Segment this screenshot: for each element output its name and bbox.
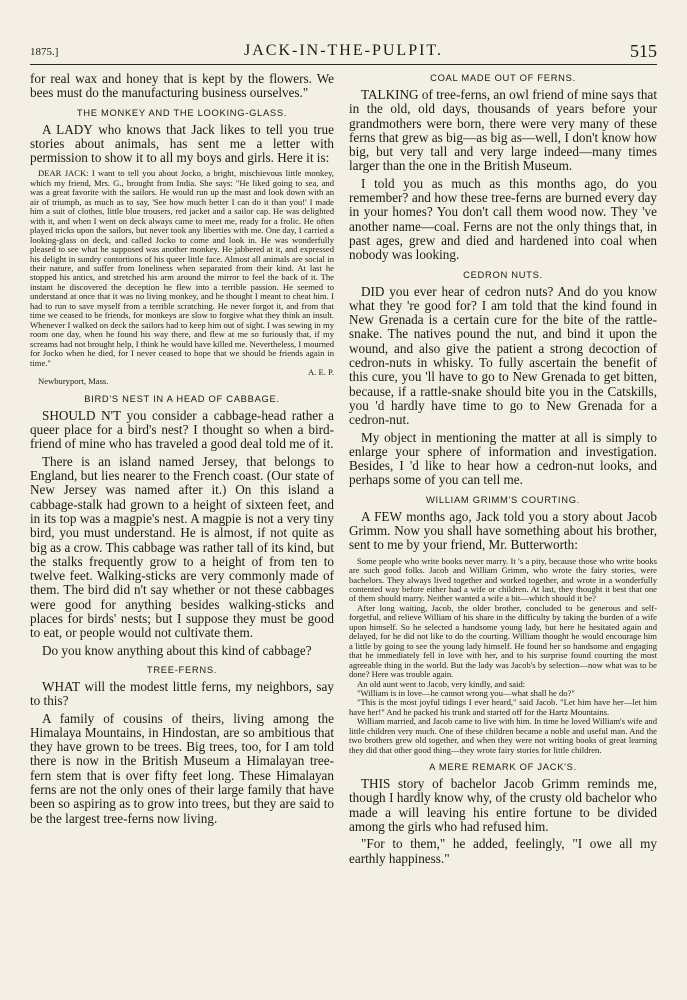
remark-paragraph-2: "For to them," he added, feelingly, "I owe all my earthly happiness." — [349, 836, 657, 866]
birds-nest-paragraph-1 — [30, 409, 334, 452]
grimm-letter-block — [349, 557, 657, 756]
grimm-letter-paragraph: "William is in love—he cannot wrong you—what shall he do?" — [357, 687, 575, 698]
grimm-letter-paragraph: Some people who write books never marry. It 's a pity, because those who write books are such good folks. Jacob and William Grimm, who wrote the fairy stories, were bachelors. They always lived together and worked together, and wrote in a wonderfully contented way before either had a wife or children. At last, they thought it best that one of them should marry. Neither wanted a wife a bit—which should it be? — [349, 555, 657, 604]
section-heading-birds-nest: BIRD'S NEST IN A HEAD OF CABBAGE. — [84, 392, 280, 404]
lead-word: DID — [361, 283, 385, 299]
paragraph-text: story of bachelor Jacob Grimm reminds me, though I hardly know why, of the crusty old bachelor who made a will leaving his entire fortune to be divided among the girls who had refused him. — [349, 776, 657, 835]
lead-word: TALKING — [361, 87, 419, 102]
lead-word: A FEW — [361, 508, 402, 524]
coal-paragraph-2: I told you as much as this months ago, do you remember? and how these tree-ferns are burned every day in your homes? You don't call them wood now. They 've another name—coal. Ferns are not the only things that, in past ages, grew and died and hardened into coal when nobody was looking. — [349, 175, 657, 263]
paragraph-text: you ever hear of cedron nuts? And do you know what they 're good for? I am told that the kind found in New Grenada is a certain cure for the bite of the rattle-snake. The natives pound the nut, and bind it upon the wound, and also give the patient a strong decoction of cedron-nuts in whisky. To fully ascertain the benefit of this cure, you 'll have to go to New Grenada to get bitten, because, if a rattle-snake should bite you in the Catskills, you 'd hardly have time to go to New Grenada for a cedron-nut. — [349, 283, 657, 428]
right-column — [349, 72, 657, 869]
lead-word: WHAT — [42, 678, 81, 694]
paragraph-text: you consider a cabbage-head rather a queer place for a bird's nest? I thought so when a bird-friend of mine who has traveled a good deal told me of it. — [30, 407, 334, 452]
section-heading-tree-ferns: TREE-FERNS. — [146, 663, 218, 675]
section-heading-monkey: THE MONKEY AND THE LOOKING-GLASS. — [76, 106, 288, 118]
grimm-letter-paragraph: After long waiting, Jacob, the older brother, concluded to be generous and self-forgetful, and relieve William of his share in the difficulty by taking the burden of a wife upon himself. So he selected a handsome young lady, but here he hesitated again and delayed, for he did not like to do the courting. William thought he would encourage him a little by going to see the young lady himself. He found her so handsome and engaging that he immediately fell in love with her, and to his surprise found courting the most agreeable thing in the world. But the lady was Jacob's by selection—now what was to be done? Here was trouble again. — [349, 602, 657, 680]
tree-ferns-paragraph-1 — [30, 680, 334, 709]
birds-nest-paragraph-3: Do you know anything about this kind of cabbage? — [42, 642, 312, 658]
grimm-letter-paragraph: "This is the most joyful tidings I ever heard," said Jacob. "Let him have her—let him have her!" And he packed his trunk and started off for the Hartz Mountains. — [349, 697, 657, 717]
birds-nest-paragraph-2: There is an island named Jersey, that belongs to England, but lies nearer to the French coast. (Our state of New Jersey was named after it.) On this island a cabbage-stalk had grown to a height of sixteen feet, and in its top was a magpie's nest. A magpie is not a very tiny bird, you must understand. He is almost, if not quite as big as a crow. This cabbage was rather tall of its kind, but the stalks frequently grow to a height of from ten to twelve feet. Walking-sticks are very commonly made of them. The bird did n't say whether or not these cabbages were good for anything besides walking-sticks and places for birds' nests; but I suppose they must be good to eat, or people would not cultivate them. — [30, 453, 334, 641]
lead-word: SHOULD N'T — [42, 407, 122, 423]
monkey-letter-block — [30, 169, 334, 386]
section-heading-cedron: CEDRON NUTS. — [463, 268, 543, 280]
header-year: 1875.] — [30, 46, 59, 58]
letter-place: Newburyport, Mass. — [38, 376, 109, 387]
section-heading-grimm: WILLIAM GRIMM'S COURTING. — [425, 493, 581, 505]
grimm-paragraph-1 — [349, 510, 657, 553]
grimm-letter-paragraph: An old aunt went to Jacob, very kindly, and said: — [357, 678, 526, 689]
left-column — [30, 72, 334, 829]
grimm-letter-paragraph: William married, and Jacob came to live with him. In time he loved William's wife and little children very much. One of these children became a noble and useful man. And the two brothers grew old together, and when they were not writing books of great learning they did that other good thing—they wrote fairy stories for little children. — [349, 716, 657, 755]
page-number: 515 — [630, 41, 657, 61]
page-header — [30, 38, 657, 62]
tree-ferns-paragraph-2: A family of cousins of theirs, living among the Himalaya Mountains, in Hindostan, are so ambitious that they have grown to be trees. Big trees, too, for I am told there is now in the British Museum a Himalayan tree-fern stem that is over fifty feet long. These Himalayan ferns are not the only ones of their large family that have been so aspiring as to grow into trees, but they are said to be the largest tree-ferns now living. — [30, 710, 334, 826]
header-rule — [30, 64, 657, 65]
paragraph-text: who knows that Jack likes to tell you true stories about animals, has sent me a letter with permission to show it to all my boys and girls. Here it is: — [30, 121, 335, 166]
lead-word: A LADY — [42, 121, 93, 137]
paragraph-text: will the modest little ferns, my neighbors, say to this? — [30, 678, 334, 709]
section-heading-coal: COAL MADE OUT OF FERNS. — [430, 72, 576, 83]
letter-signature: A. E. P. — [307, 367, 334, 377]
coal-paragraph-1 — [349, 88, 657, 174]
intro-paragraph: for real wax and honey that is kept by the flowers. We bees must do the manufacturing business ourselves." — [30, 71, 334, 101]
monkey-intro — [30, 123, 334, 166]
monkey-letter: DEAR JACK: I want to tell you about Jocko, a bright, mischievous little monkey, which my friend, Mrs. G., brought from India. She says: "He liked going to sea, and was a great favorite with the sailors. He would run up the mast and look down with an air of triumph, as much as to say, 'See how much better I can do it than you!' I made him a suit of clothes, little blue trousers, red jacket and a sailor cap. He was delighted with it, and when I went on deck always came to meet me, ready for a frolic. He often played tricks upon the sailors, but never took any liberties with me. One day, I carried a looking-glass on deck, and called Jocko to come and look in. He was wonderfully pleased to see what he supposed was another monkey. He jabbered at it, and expressed his delight in sundry contortions of his queer little face. Almost all animals are social in their nature, and suffer from loneliness when separated from their kind. At last he stopped his antics, and stretched his arm around the mirror to feel the back of it. The instant he discovered the deception he flew into a terrible passion. He seemed to understand at once that it was no living monkey, and he thought I meant to cheat him. I had to run to save myself from a terrible scratching. He never forgot it, and from that time we ceased to be friends, for monkeys are slow to forgive what they think an insult. Whenever I walked on deck the sailors had to keep him out of sight. I was sewing in my room one day, when he found his way there, and flew at me so furiously that, if my screams had not brought help, I think he would have killed me. Nevertheless, I mourned for Jocko when he died, for I never ceased to hope that we should be friends again in time." — [30, 168, 334, 368]
cedron-paragraph-1 — [349, 285, 657, 428]
cedron-paragraph-2: My object in mentioning the matter at all is simply to enlarge your sphere of information and investigation. Besides, I 'd like to hear how a cedron-nut looks, and perhaps some of you can tell me. — [349, 429, 657, 488]
section-heading-remark: A MERE REMARK OF JACK'S. — [429, 761, 577, 773]
paragraph-text: months ago, Jack told you a story about Jacob Grimm. Now you shall have something about his brother, sent to me by your friend, Mr. Butterworth: — [349, 508, 657, 553]
running-title: JACK-IN-THE-PULPIT. — [243, 42, 443, 59]
remark-paragraph-1 — [349, 777, 657, 834]
lead-word: THIS — [361, 776, 391, 792]
paragraph-text: of tree-ferns, an owl friend of mine says that in the old, old days, thousands of years before your grandmothers were born, there were very many of these ferns that grew as big—as big as—well, I don't know how big, but very tall and very large indeed—many times larger than the one in the British Museum. — [349, 87, 657, 174]
